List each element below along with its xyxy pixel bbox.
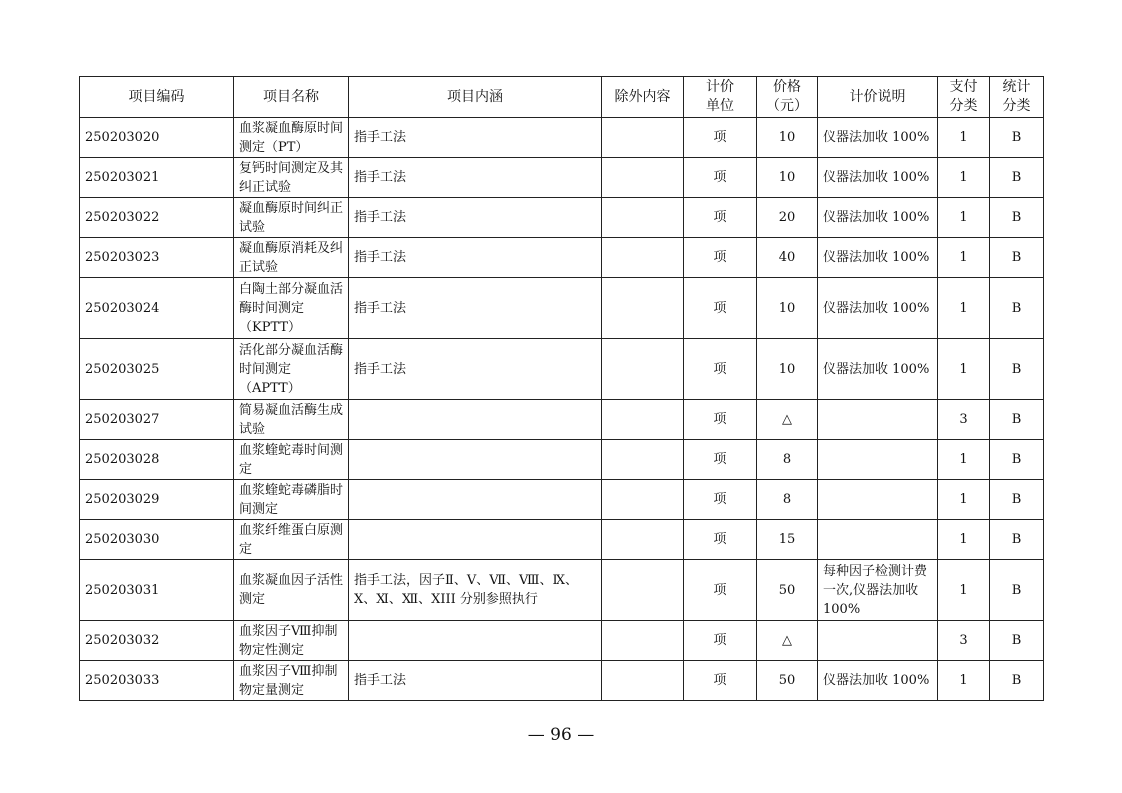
exclusion-cell (602, 278, 684, 339)
header-price: 价格 （元） (757, 77, 818, 118)
stat-cell: B (990, 520, 1044, 560)
connotation-cell: 指手工法 (349, 158, 602, 198)
pay-cell: 1 (938, 520, 990, 560)
price-cell: 40 (757, 238, 818, 278)
note-cell: 每种因子检测计费一次,仪器法加收 100% (818, 560, 938, 621)
table-row (80, 621, 1044, 661)
exclusion-cell (602, 238, 684, 278)
name-cell: 血浆因子Ⅷ抑制物定性测定 (234, 621, 349, 661)
note-cell: 仪器法加收 100% (818, 238, 938, 278)
header-unit: 计价 单位 (684, 77, 757, 118)
name-cell: 血浆蝰蛇毒时间测定 (234, 440, 349, 480)
stat-cell: B (990, 560, 1044, 621)
unit-cell: 项 (684, 400, 757, 440)
table-row (80, 440, 1044, 480)
stat-cell: B (990, 400, 1044, 440)
name-cell: 白陶土部分凝血活酶时间测定（KPTT） (234, 278, 349, 339)
unit-cell: 项 (684, 661, 757, 701)
price-cell: 8 (757, 440, 818, 480)
stat-cell: B (990, 118, 1044, 158)
header-note: 计价说明 (818, 77, 938, 118)
code-cell: 250203030 (80, 520, 234, 560)
price-cell: 10 (757, 158, 818, 198)
pay-cell: 1 (938, 480, 990, 520)
exclusion-cell (602, 198, 684, 238)
price-cell: △ (757, 400, 818, 440)
price-cell: 50 (757, 661, 818, 701)
price-cell: 8 (757, 480, 818, 520)
code-cell: 250203032 (80, 621, 234, 661)
connotation-cell: 指手工法 (349, 278, 602, 339)
connotation-cell (349, 520, 602, 560)
stat-cell: B (990, 278, 1044, 339)
code-cell: 250203028 (80, 440, 234, 480)
table-row (80, 480, 1044, 520)
name-cell: 血浆因子Ⅷ抑制物定量测定 (234, 661, 349, 701)
header-row (80, 77, 1044, 118)
price-cell: 20 (757, 198, 818, 238)
price-cell: 10 (757, 278, 818, 339)
unit-cell: 项 (684, 520, 757, 560)
connotation-cell: 指手工法 (349, 339, 602, 400)
code-cell: 250203021 (80, 158, 234, 198)
page-number: — 96 — (527, 725, 595, 745)
unit-cell: 项 (684, 158, 757, 198)
exclusion-cell (602, 440, 684, 480)
connotation-cell: 指手工法 (349, 118, 602, 158)
connotation-cell (349, 440, 602, 480)
header-stat: 统计 分类 (990, 77, 1044, 118)
unit-cell: 项 (684, 198, 757, 238)
name-cell: 简易凝血活酶生成试验 (234, 400, 349, 440)
pay-cell: 3 (938, 400, 990, 440)
code-cell: 250203031 (80, 560, 234, 621)
stat-cell: B (990, 621, 1044, 661)
pay-cell: 1 (938, 339, 990, 400)
pay-cell: 1 (938, 440, 990, 480)
exclusion-cell (602, 339, 684, 400)
stat-cell: B (990, 339, 1044, 400)
code-cell: 250203025 (80, 339, 234, 400)
name-cell: 血浆蝰蛇毒磷脂时间测定 (234, 480, 349, 520)
note-cell: 仪器法加收 100% (818, 278, 938, 339)
stat-cell: B (990, 480, 1044, 520)
code-cell: 250203024 (80, 278, 234, 339)
unit-cell: 项 (684, 621, 757, 661)
exclusion-cell (602, 480, 684, 520)
pay-cell: 1 (938, 278, 990, 339)
price-table (79, 76, 1044, 701)
stat-cell: B (990, 440, 1044, 480)
name-cell: 活化部分凝血活酶时间测定（APTT） (234, 339, 349, 400)
name-cell: 复钙时间测定及其纠正试验 (234, 158, 349, 198)
price-cell: 15 (757, 520, 818, 560)
exclusion-cell (602, 118, 684, 158)
name-cell: 血浆纤维蛋白原测定 (234, 520, 349, 560)
code-cell: 250203027 (80, 400, 234, 440)
table-row (80, 400, 1044, 440)
table-row (80, 661, 1044, 701)
note-cell: 仪器法加收 100% (818, 661, 938, 701)
header-exclusion: 除外内容 (602, 77, 684, 118)
price-cell: △ (757, 621, 818, 661)
exclusion-cell (602, 158, 684, 198)
note-cell: 仪器法加收 100% (818, 118, 938, 158)
connotation-cell: 指手工法 (349, 661, 602, 701)
table-row (80, 118, 1044, 158)
pay-cell: 1 (938, 118, 990, 158)
name-cell: 凝血酶原消耗及纠正试验 (234, 238, 349, 278)
connotation-cell: 指手工法 (349, 238, 602, 278)
table-row (80, 238, 1044, 278)
exclusion-cell (602, 400, 684, 440)
unit-cell: 项 (684, 480, 757, 520)
stat-cell: B (990, 198, 1044, 238)
stat-cell: B (990, 661, 1044, 701)
name-cell: 血浆凝血因子活性测定 (234, 560, 349, 621)
pay-cell: 1 (938, 560, 990, 621)
stat-cell: B (990, 238, 1044, 278)
header-pay: 支付 分类 (938, 77, 990, 118)
connotation-cell: 指手工法，因子Ⅱ、Ⅴ、Ⅶ、Ⅷ、Ⅸ、Ⅹ、Ⅺ、Ⅻ、XIII 分别参照执行 (349, 560, 602, 621)
unit-cell: 项 (684, 118, 757, 158)
unit-cell: 项 (684, 440, 757, 480)
price-cell: 10 (757, 339, 818, 400)
name-cell: 血浆凝血酶原时间测定（PT） (234, 118, 349, 158)
exclusion-cell (602, 621, 684, 661)
header-connotation: 项目内涵 (349, 77, 602, 118)
connotation-cell (349, 621, 602, 661)
note-cell (818, 440, 938, 480)
pay-cell: 3 (938, 621, 990, 661)
pay-cell: 1 (938, 198, 990, 238)
pay-cell: 1 (938, 238, 990, 278)
table-row (80, 520, 1044, 560)
pay-cell: 1 (938, 661, 990, 701)
exclusion-cell (602, 560, 684, 621)
code-cell: 250203020 (80, 118, 234, 158)
note-cell: 仪器法加收 100% (818, 198, 938, 238)
note-cell (818, 480, 938, 520)
connotation-cell (349, 400, 602, 440)
unit-cell: 项 (684, 339, 757, 400)
header-code: 项目编码 (80, 77, 234, 118)
code-cell: 250203023 (80, 238, 234, 278)
note-cell (818, 520, 938, 560)
table-row (80, 158, 1044, 198)
table-row (80, 278, 1044, 339)
exclusion-cell (602, 661, 684, 701)
table-row (80, 198, 1044, 238)
note-cell: 仪器法加收 100% (818, 158, 938, 198)
code-cell: 250203029 (80, 480, 234, 520)
unit-cell: 项 (684, 238, 757, 278)
code-cell: 250203022 (80, 198, 234, 238)
price-cell: 50 (757, 560, 818, 621)
connotation-cell (349, 480, 602, 520)
note-cell (818, 400, 938, 440)
header-name: 项目名称 (234, 77, 349, 118)
code-cell: 250203033 (80, 661, 234, 701)
note-cell (818, 621, 938, 661)
table-row (80, 560, 1044, 621)
stat-cell: B (990, 158, 1044, 198)
connotation-cell: 指手工法 (349, 198, 602, 238)
name-cell: 凝血酶原时间纠正试验 (234, 198, 349, 238)
unit-cell: 项 (684, 560, 757, 621)
note-cell: 仪器法加收 100% (818, 339, 938, 400)
price-cell: 10 (757, 118, 818, 158)
unit-cell: 项 (684, 278, 757, 339)
table-row (80, 339, 1044, 400)
exclusion-cell (602, 520, 684, 560)
pay-cell: 1 (938, 158, 990, 198)
